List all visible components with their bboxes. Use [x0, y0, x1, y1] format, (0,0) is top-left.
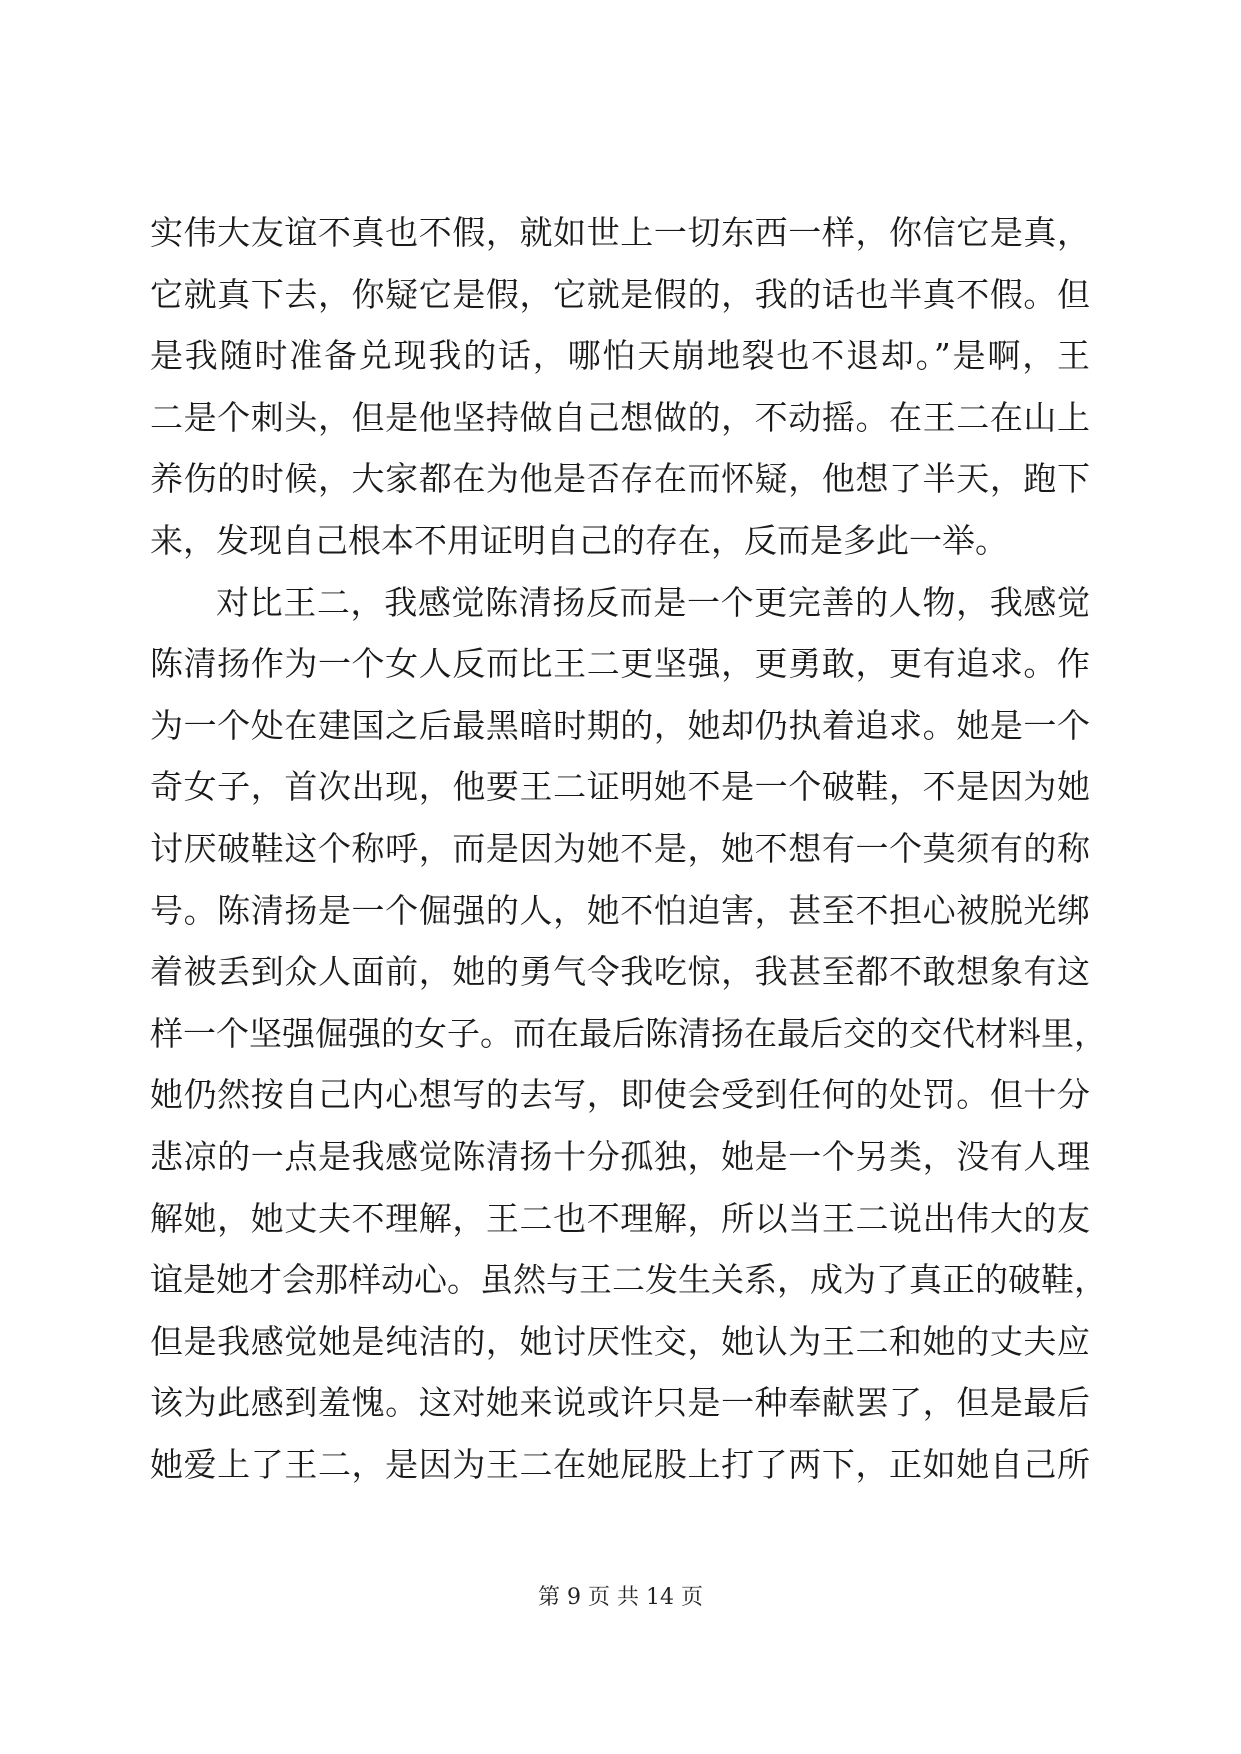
- text-line: 样一个坚强倔强的女子。而在最后陈清扬在最后交的交代材料里，: [150, 1013, 1107, 1053]
- text-line: 是我随时准备兑现我的话，哪怕天崩地裂也不退却。”是啊，王: [150, 336, 1090, 376]
- text-line: 号。陈清扬是一个倔强的人，她不怕迫害，甚至不担心被脱光绑: [150, 890, 1090, 930]
- text-line: 对比王二，我感觉陈清扬反而是一个更完善的人物，我感觉: [216, 582, 1090, 622]
- text-line: 该为此感到羞愧。这对她来说或许只是一种奉献罢了，但是最后: [150, 1383, 1090, 1423]
- text-line: 养伤的时候，大家都在为他是否存在而怀疑，他想了半天，跑下: [150, 459, 1090, 499]
- text-line: 陈清扬作为一个女人反而比王二更坚强，更勇敢，更有追求。作: [150, 644, 1090, 684]
- text-line: 悲凉的一点是我感觉陈清扬十分孤独，她是一个另类，没有人理: [150, 1136, 1090, 1176]
- text-line: 她仍然按自己内心想写的去写，即使会受到任何的处罚。但十分: [150, 1075, 1090, 1115]
- text-line: 讨厌破鞋这个称呼，而是因为她不是，她不想有一个莫须有的称: [150, 828, 1090, 868]
- text-line: 二是个刺头，但是他坚持做自己想做的，不动摇。在王二在山上: [150, 397, 1090, 437]
- text-line: 为一个处在建国之后最黑暗时期的，她却仍执着追求。她是一个: [150, 705, 1090, 745]
- text-line: 着被丢到众人面前，她的勇气令我吃惊，我甚至都不敢想象有这: [150, 952, 1090, 992]
- text-line: 奇女子，首次出现，他要王二证明她不是一个破鞋，不是因为她: [150, 767, 1090, 807]
- text-line: 它就真下去，你疑它是假，它就是假的，我的话也半真不假。但: [150, 274, 1090, 314]
- text-line: 谊是她才会那样动心。虽然与王二发生关系，成为了真正的破鞋，: [150, 1260, 1107, 1300]
- text-line: 实伟大友谊不真也不假，就如世上一切东西一样，你信它是真，: [150, 213, 1090, 252]
- page-number-footer: 第 9 页 共 14 页: [538, 1585, 703, 1610]
- text-line: 但是我感觉她是纯洁的，她讨厌性交，她认为王二和她的丈夫应: [150, 1321, 1090, 1361]
- body-text: [150, 202, 1107, 1495]
- text-line: 来，发现自己根本不用证明自己的存在，反而是多此一举。: [150, 520, 1008, 560]
- text-line: 她爱上了王二，是因为王二在她屁股上打了两下，正如她自己所: [150, 1444, 1090, 1484]
- text-line: 解她，她丈夫不理解，王二也不理解，所以当王二说出伟大的友: [150, 1198, 1090, 1238]
